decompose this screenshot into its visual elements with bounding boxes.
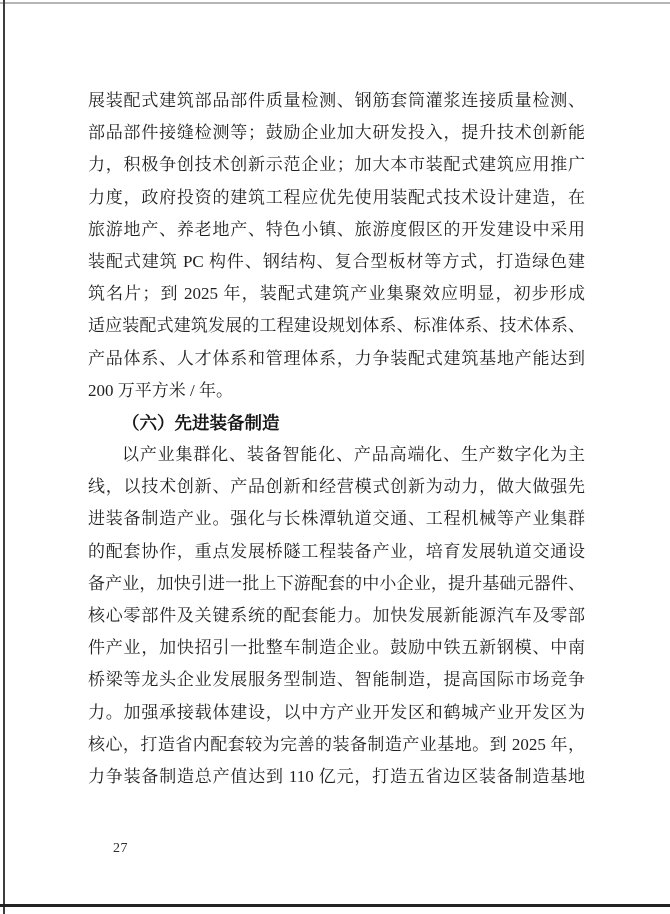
text-line: 力争装备制造总产值达到 110 亿元，打造五省边区装备制造基地 — [88, 766, 585, 786]
text-line: 力，积极争创技术创新示范企业；加大本市装配式建筑应用推广 — [88, 155, 585, 175]
text-line: 装配式建筑 PC 构件、钢结构、复合型板材等方式，打造绿色建 — [88, 251, 585, 271]
text-line: 力度，政府投资的建筑工程应优先使用装配式技术设计建造，在 — [88, 187, 585, 207]
text-line: 力。加强承接载体建设，以中方产业开发区和鹤城产业开发区为 — [88, 702, 585, 722]
text-line: 进装备制造产业。强化与长株潭轨道交通、工程机械等产业集群 — [88, 509, 585, 529]
page-number: 27 — [113, 841, 128, 856]
text-line: 的配套协作，重点发展桥隧工程装备产业，培育发展轨道交通设 — [88, 541, 585, 561]
text-line: 部品部件接缝检测等；鼓励企业加大研发投入，提升技术创新能 — [88, 123, 585, 143]
page-top-border — [0, 2, 670, 4]
section-heading: （六）先进装备制造 — [122, 412, 280, 433]
text-line: 产品体系、人才体系和管理体系，力争装配式建筑基地产能达到 — [88, 348, 585, 368]
text-line: 核心零部件及关键系统的配套能力。加快发展新能源汽车及零部 — [88, 606, 585, 625]
text-line: 件产业，加快招引一批整车制造企业。鼓励中铁五新钢模、中南 — [88, 638, 585, 658]
text-line: 旅游地产、养老地产、特色小镇、旅游度假区的开发建设中采用 — [88, 219, 585, 239]
text-line: 筑名片；到 2025 年，装配式建筑产业集聚效应明显，初步形成 — [88, 284, 585, 304]
text-line: 适应装配式建筑发展的工程建设规划体系、标准体系、技术体系、 — [88, 316, 585, 336]
text-line: 备产业，加快引进一批上下游配套的中小企业，提升基础元器件、 — [88, 573, 585, 593]
page-left-border — [3, 0, 5, 914]
text-line: 桥梁等龙头企业发展服务型制造、智能制造，提高国际市场竞争 — [88, 670, 585, 690]
text-line: 核心，打造省内配套较为完善的装备制造产业基地。到 2025 年， — [88, 734, 585, 754]
text-line: 以产业集群化、装备智能化、产品高端化、生产数字化为主 — [122, 445, 585, 465]
text-line: 线，以技术创新、产品创新和经营模式创新为动力，做大做强先 — [88, 477, 585, 497]
text-line: 200 万平方米 / 年。 — [88, 380, 233, 400]
text-line: 展装配式建筑部品部件质量检测、钢筋套筒灌浆连接质量检测、 — [88, 91, 585, 110]
page-bottom-border — [0, 904, 670, 907]
page-body-text — [88, 85, 585, 793]
